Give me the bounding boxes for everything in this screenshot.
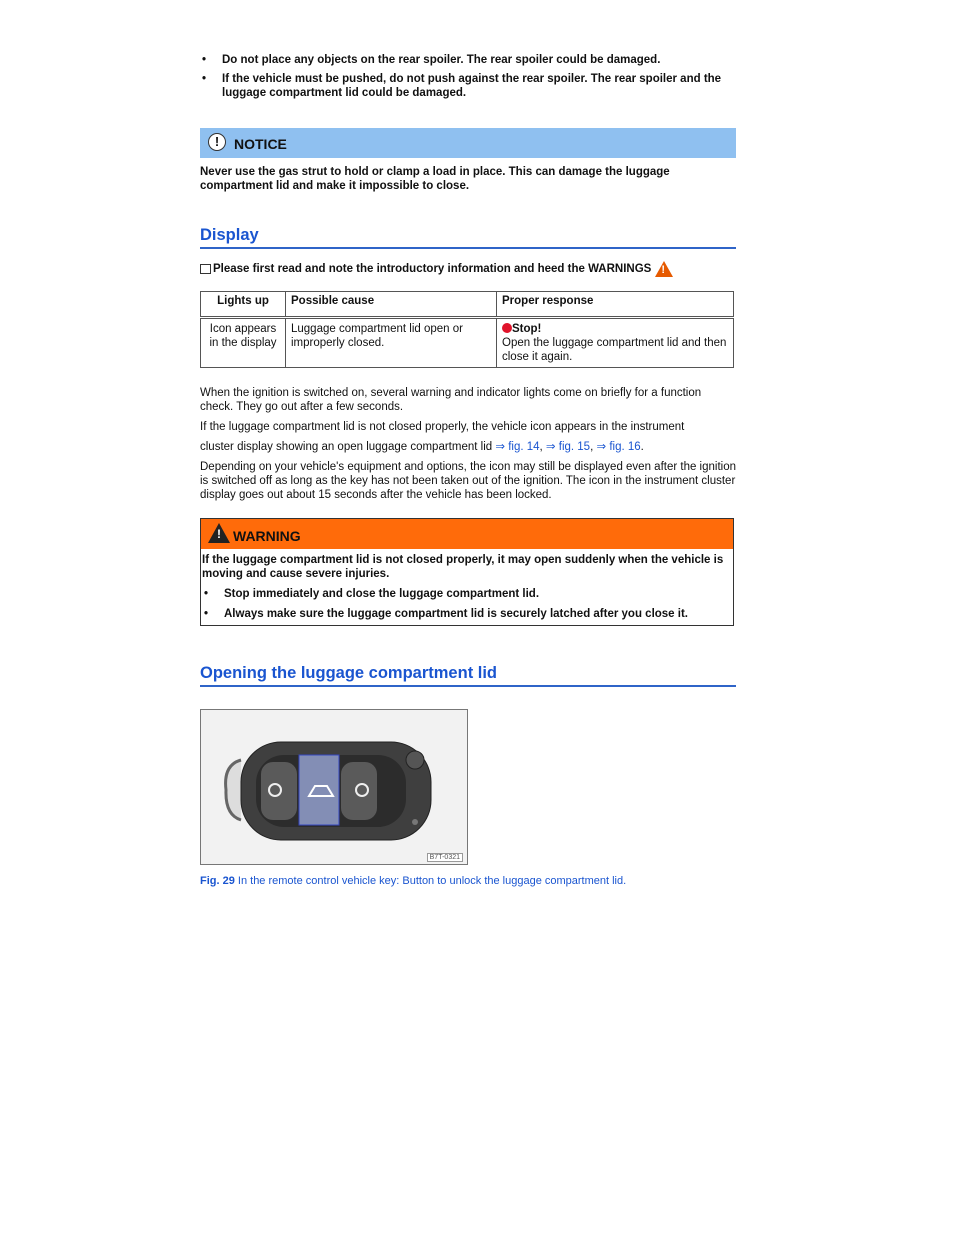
stop-label: Stop! bbox=[512, 323, 542, 335]
paragraph-lid-icon-b: cluster display showing an open luggage compartment lid ⇒ fig. 14, ⇒ fig. 15, ⇒ fig. 16. bbox=[200, 441, 644, 453]
bullet-icon: • bbox=[204, 588, 209, 600]
remote-key-illustration bbox=[201, 710, 467, 864]
list-item bbox=[202, 607, 731, 621]
notice-title: NOTICE bbox=[234, 136, 287, 152]
table-row bbox=[201, 318, 734, 368]
paragraph-equipment: Depending on your vehicle's equipment and options, the icon may still be displayed even after the ignition is switched off as long as the key has not been taken out of the ignition. The icon in the instrument cluster display goes out about 15 seconds after the vehicle has been locked. bbox=[200, 461, 737, 501]
bullet-icon: • bbox=[202, 54, 207, 66]
header-possible-cause: Possible cause bbox=[286, 292, 497, 318]
figure-caption bbox=[200, 875, 736, 887]
checkbox-icon bbox=[200, 264, 211, 274]
caption-label: Fig. 29 bbox=[200, 875, 235, 887]
warning-bullet-text: Stop immediately and close the luggage compartment lid. bbox=[224, 588, 540, 600]
key-figure bbox=[200, 709, 468, 865]
warning-header bbox=[201, 519, 733, 549]
notice-header bbox=[200, 128, 736, 158]
bullet-text: Do not place any objects on the rear spoiler. The rear spoiler could be damaged. bbox=[222, 54, 661, 66]
warning-triangle-icon: ! bbox=[655, 261, 673, 277]
list-item bbox=[202, 587, 731, 601]
warning-text: If the luggage compartment lid is not closed properly, it may open suddenly when the vehicle is moving and cause severe injuries. bbox=[202, 554, 724, 580]
manual-page bbox=[200, 0, 736, 887]
cell-response bbox=[497, 318, 734, 368]
header-proper-response: Proper response bbox=[497, 292, 734, 318]
display-heading: Display bbox=[200, 226, 736, 249]
figure-code: B7T-0321 bbox=[427, 853, 463, 862]
top-bullet-list bbox=[200, 53, 736, 100]
notice-text: Never use the gas strut to hold or clamp a load in place. This can damage the luggage compartment lid and make it impossible to close. bbox=[200, 166, 670, 192]
bullet-icon: • bbox=[202, 73, 207, 85]
header-lights-up: Lights up bbox=[201, 292, 286, 318]
response-text: Open the luggage compartment lid and then close it again. bbox=[502, 337, 727, 363]
link-fig-16[interactable]: ⇒ fig. 16 bbox=[596, 441, 641, 453]
opening-heading: Opening the luggage compartment lid bbox=[200, 664, 736, 687]
warning-triangle-icon: ! bbox=[208, 523, 230, 543]
list-item bbox=[200, 53, 736, 67]
exclamation-icon: ! bbox=[208, 133, 226, 151]
link-fig-14[interactable]: ⇒ fig. 14 bbox=[495, 441, 540, 453]
cell-cause: Luggage compartment lid open or improperly closed. bbox=[286, 318, 497, 368]
paragraph-lid-icon-a: If the luggage compartment lid is not closed properly, the vehicle icon appears in the instrument bbox=[200, 421, 685, 433]
paragraph-ignition: When the ignition is switched on, several warning and indicator lights come on briefly for a function check. They go out after a few seconds. bbox=[200, 387, 702, 413]
table-header-row bbox=[201, 292, 734, 318]
bullet-icon: • bbox=[204, 608, 209, 620]
list-item bbox=[200, 72, 736, 100]
stop-icon bbox=[502, 323, 512, 333]
warning-box bbox=[200, 518, 734, 626]
intro-text: Please first read and note the introductory information and heed the WARNINGS bbox=[213, 263, 652, 275]
bullet-text: If the vehicle must be pushed, do not push against the rear spoiler. The rear spoiler and the luggage compartment lid could be damaged. bbox=[222, 73, 722, 99]
warning-title: WARNING bbox=[233, 528, 301, 544]
intro-line bbox=[200, 261, 736, 277]
link-fig-15[interactable]: ⇒ fig. 15 bbox=[545, 441, 591, 453]
caption-text: In the remote control vehicle key: Button to unlock the luggage compartment lid. bbox=[237, 875, 627, 887]
paragraph-lid-icon-b-text: cluster display showing an open luggage compartment lid bbox=[200, 441, 493, 453]
warning-bullet-text: Always make sure the luggage compartment lid is securely latched after you close it. bbox=[224, 608, 688, 620]
status-table bbox=[200, 291, 734, 368]
cell-lights-up: Icon appears in the display bbox=[201, 318, 286, 368]
